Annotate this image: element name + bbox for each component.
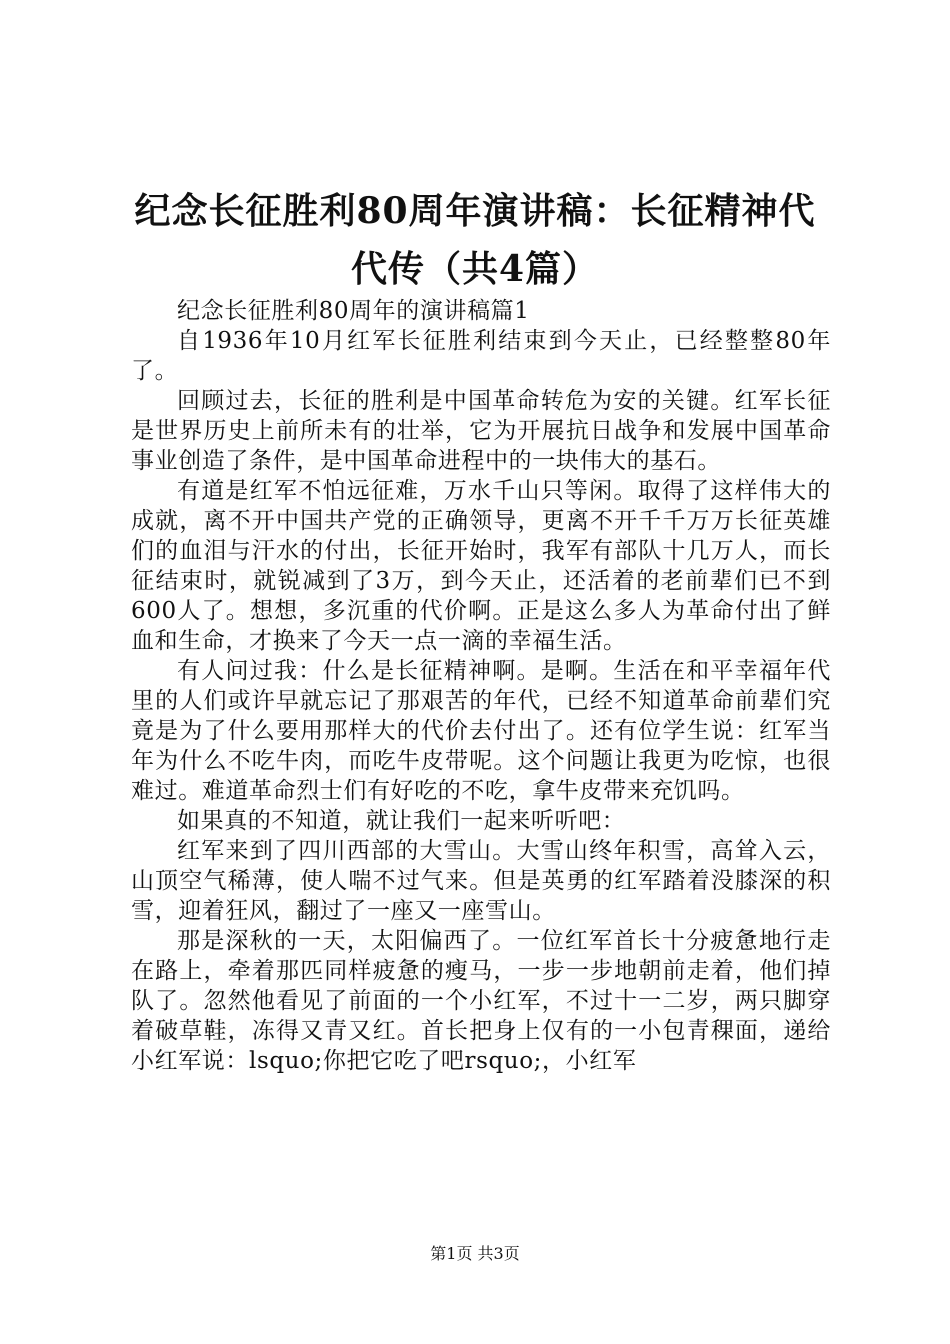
paragraph-heading: 纪念长征胜利80周年的演讲稿篇1 (177, 298, 530, 324)
paragraph: 如果真的不知道，就让我们一起来听听吧： (177, 808, 626, 834)
paragraph: 那是深秋的一天，太阳偏西了。一位红军首长十分疲惫地行走在路上，牵着那匹同样疲惫的瘦马，一步一步地朝前走着，他们掉队了。忽然他看见了前面的一个小红军，不过十一二岁，两只脚穿着破草鞋，冻得又青又红。首长把身上仅有的一小包青稞面，递给小红军说：lsquo;你把它吃了吧rsquo;，小红军 (131, 928, 831, 1074)
paragraph: 红军来到了四川西部的大雪山。大雪山终年积雪，高耸入云，山顶空气稀薄，使人喘不过气来。但是英勇的红军踏着没膝深的积雪，迎着狂风，翻过了一座又一座雪山。 (131, 838, 831, 924)
paragraph: 回顾过去，长征的胜利是中国革命转危为安的关键。红军长征是世界历史上前所未有的壮举，它为开展抗日战争和发展中国革命事业创造了条件，是中国革命进程中的一块伟大的基石。 (131, 388, 831, 474)
document-title: 纪念长征胜利80周年演讲稿：长征精神代代传（共4篇） (134, 190, 816, 290)
paragraph: 有道是红军不怕远征难，万水千山只等闲。取得了这样伟大的成就，离不开中国共产党的正确领导，更离不开千千万万长征英雄们的血泪与汗水的付出，长征开始时，我军有部队十几万人，而长征结束时，就锐减到了3万，到今天止，还活着的老前辈们已不到600人了。想想，多沉重的代价啊。正是这么多人为革命付出了鲜血和生命，才换来了今天一点一滴的幸福生活。 (131, 478, 831, 654)
paragraph: 有人问过我：什么是长征精神啊。是啊。生活在和平幸福年代里的人们或许早就忘记了那艰苦的年代，已经不知道革命前辈们究竟是为了什么要用那样大的代价去付出了。还有位学生说：红军当年为什么不吃牛肉，而吃牛皮带呢。这个问题让我更为吃惊，也很难过。难道革命烈士们有好吃的不吃，拿牛皮带来充饥吗。 (131, 658, 831, 804)
page-number-footer: 第1页 共3页 (430, 1244, 520, 1263)
document-body (131, 296, 831, 1076)
paragraph: 自1936年10月红军长征胜利结束到今天止，已经整整80年了。 (131, 328, 831, 384)
